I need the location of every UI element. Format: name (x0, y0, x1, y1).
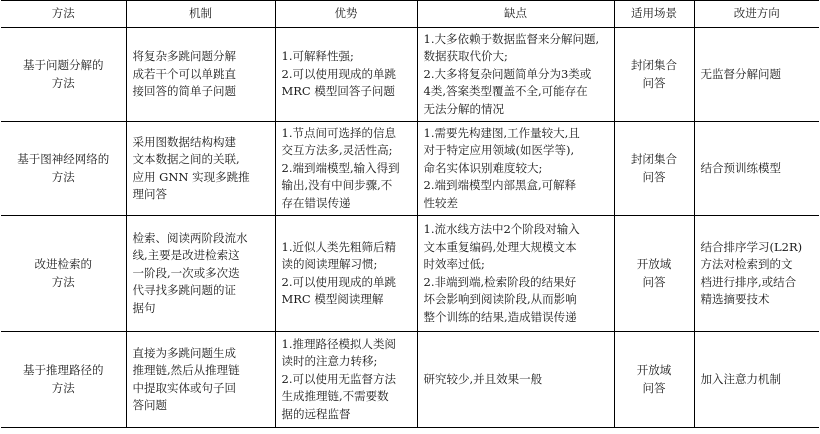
improvement-cell: 加入注意力机制 (694, 332, 819, 428)
mechanism-cell: 检索、阅读两阶段流水 线,主要是改进检索这 一阶段,一次或多次迭 代寻找多跳问题的证 据句 (126, 216, 275, 332)
scenario-cell: 开放域 问答 (614, 216, 694, 332)
scenario-cell: 开放域 问答 (614, 332, 694, 428)
improvement-cell: 无监督分解问题 (694, 28, 819, 122)
improvement-cell: 结合排序学习(L2R) 方法对检索到的文 档进行排序,或结合 精选摘要技术 (694, 216, 819, 332)
disadvantages-cell: 研究较少,并且效果一般 (417, 332, 614, 428)
comparison-table (1, 0, 819, 428)
header-scenario: 适用场景 (614, 1, 694, 28)
disadvantages-cell: 1.大多依赖于数据监督来分解问题, 数据获取代价大; 2.大多将复杂问题简单分为3类或 4类,答案类型覆盖不全,可能存在 无法分解的情况 (417, 28, 614, 122)
advantages-cell: 1.可解释性强; 2.可以使用现成的单跳 MRC 模型回答子问题 (275, 28, 417, 122)
advantages-cell: 1.近似人类先粗筛后精 读的阅读理解习惯; 2.可以使用现成的单跳 MRC 模型阅读理解 (275, 216, 417, 332)
scenario-cell: 封闭集合 问答 (614, 122, 694, 216)
method-cell: 基于问题分解的 方法 (1, 28, 126, 122)
header-mechanism: 机制 (126, 1, 275, 28)
table-row (1, 28, 819, 122)
header-disadvantages: 缺点 (417, 1, 614, 28)
header-advantages: 优势 (275, 1, 417, 28)
disadvantages-cell: 1.流水线方法中2个阶段对输入 文本重复编码,处理大规模文本 时效率过低; 2.非端到端,检索阶段的结果好 坏会影响到阅读阶段,从而影响 整个训练的结果,造成错误传递 (417, 216, 614, 332)
scenario-cell: 封闭集合 问答 (614, 28, 694, 122)
header-row (1, 1, 819, 28)
method-cell: 改进检索的 方法 (1, 216, 126, 332)
mechanism-cell: 将复杂多跳问题分解 成若干个可以单跳直 接回答的简单子问题 (126, 28, 275, 122)
table-row (1, 332, 819, 428)
advantages-cell: 1.推理路径模拟人类阅 读时的注意力转移; 2.可以使用无监督方法 生成推理链,不需要数 据的远程监督 (275, 332, 417, 428)
table-row (1, 122, 819, 216)
header-improvement: 改进方向 (694, 1, 819, 28)
disadvantages-cell: 1.需要先构建图,工作量较大,且 对于特定应用领域(如医学等), 命名实体识别难度较大; 2.端到端模型内部黑盒,可解释 性较差 (417, 122, 614, 216)
advantages-cell: 1.节点间可选择的信息 交互方法多,灵活性高; 2.端到端模型,输入得到 输出,没有中间步骤,不 存在错误传递 (275, 122, 417, 216)
table-row (1, 216, 819, 332)
method-cell: 基于推理路径的 方法 (1, 332, 126, 428)
header-method: 方法 (1, 1, 126, 28)
mechanism-cell: 采用图数据结构构建 文本数据之间的关联, 应用 GNN 实现多跳推 理问答 (126, 122, 275, 216)
improvement-cell: 结合预训练模型 (694, 122, 819, 216)
method-cell: 基于图神经网络的 方法 (1, 122, 126, 216)
mechanism-cell: 直接为多跳问题生成 推理链,然后从推理链 中提取实体或句子回 答问题 (126, 332, 275, 428)
